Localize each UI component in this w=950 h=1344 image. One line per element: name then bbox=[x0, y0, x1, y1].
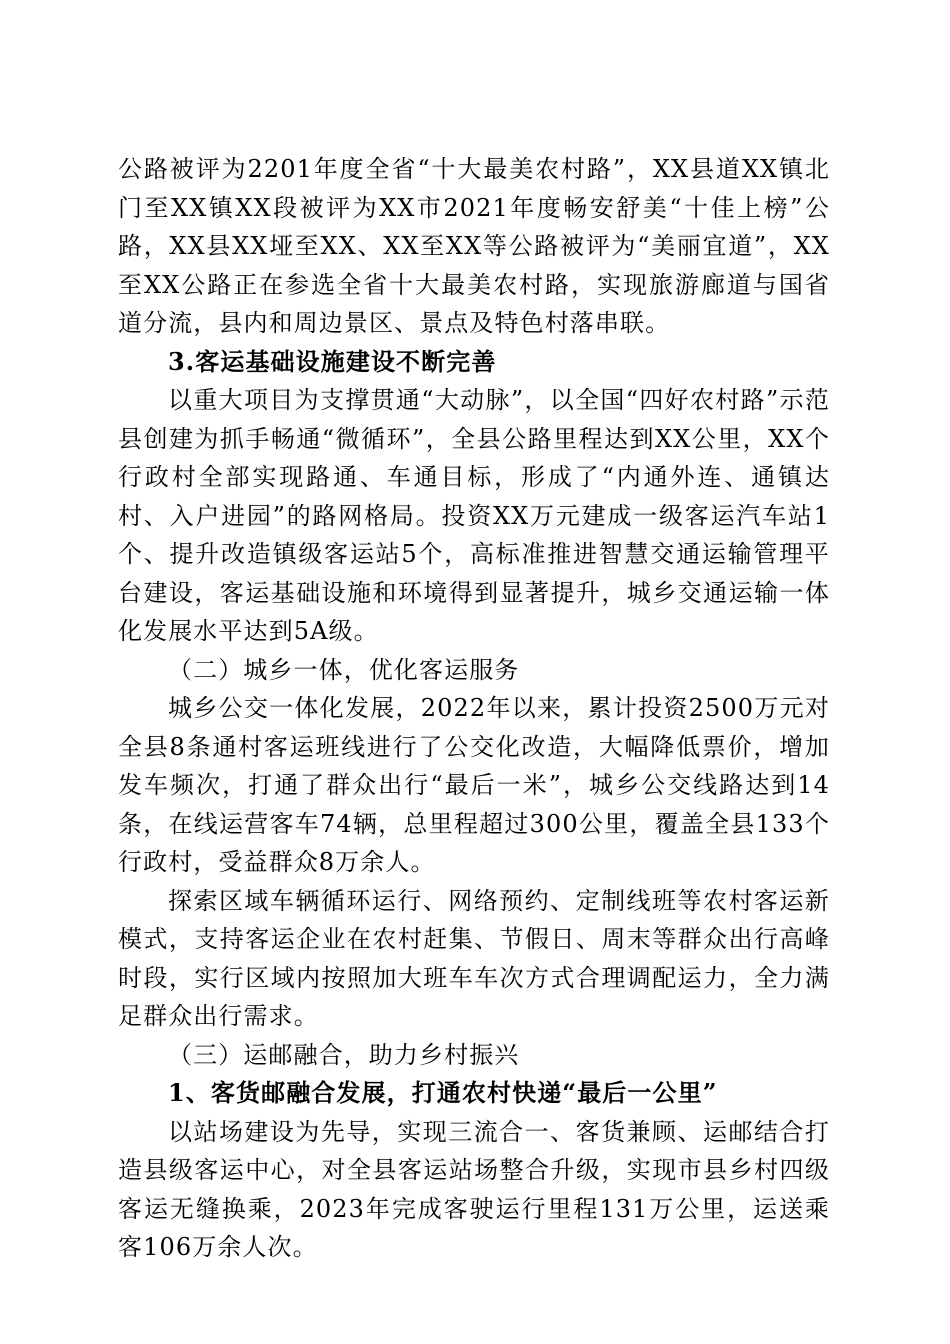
paragraph-infrastructure: 以重大项目为支撑贯通“大动脉”，以全国“四好农村路”示范县创建为抓手畅通“微循环”，全县公路里程达到XX公里，XX个行政村全部实现路通、车通目标，形成了“内通外连、通镇达村、入户进园”的路网格局。投资XX万元建成一级客运汽车站1个、提升改造镇级客运站5个，高标准推进智慧交通运输管理平台建设，客运基础设施和环境得到显著提升，城乡交通运输一体化发展水平达到5A级。 bbox=[118, 386, 830, 645]
section-heading-express-delivery: 1、客货邮融合发展，打通农村快递“最后一公里” bbox=[168, 1078, 718, 1107]
section-heading-passenger-infrastructure: 3.客运基础设施建设不断完善 bbox=[168, 346, 497, 376]
paragraph-station-construction: 以站场建设为先导，实现三流合一、客货兼顾、运邮结合打造县级客运中心，对全县客运站场整合升级，实现市县乡村四级客运无缝换乘，2023年完成客驶运行里程131万公里，运送乘客106万余人次。 bbox=[118, 1117, 830, 1261]
paragraph-new-models: 探索区域车辆循环运行、网络预约、定制线班等农村客运新模式，支持客运企业在农村赶集、节假日、周末等群众出行高峰时段，实行区域内按照加大班车车次方式合理调配运力，全力满足群众出行需求。 bbox=[118, 886, 830, 1030]
document-body bbox=[118, 150, 830, 1267]
paragraph-bus-integration: 城乡公交一体化发展，2022年以来，累计投资2500万元对全县8条通村客运班线进行了公交化改造，大幅降低票价，增加发车频次，打通了群众出行“最后一米”，城乡公交线路达到14条，在线运营客车74辆，总里程超过300公里，覆盖全县133个行政村，受益群众8万余人。 bbox=[118, 694, 830, 876]
section-heading-urban-rural: （二）城乡一体，优化客运服务 bbox=[168, 655, 520, 684]
section-heading-postal-integration: （三）运邮融合，助力乡村振兴 bbox=[168, 1040, 520, 1069]
paragraph-continuation: 公路被评为2201年度全省“十大最美农村路”，XX县道XX镇北门至XX镇XX段被评为XX市2021年度畅安舒美“十佳上榜”公路，XX县XX垭至XX、XX至XX等公路被评为“美丽宜道”，XX至XX公路正在参选全省十大最美农村路，实现旅游廊道与国省道分流，县内和周边景区、景点及特色村落串联。 bbox=[118, 155, 830, 337]
